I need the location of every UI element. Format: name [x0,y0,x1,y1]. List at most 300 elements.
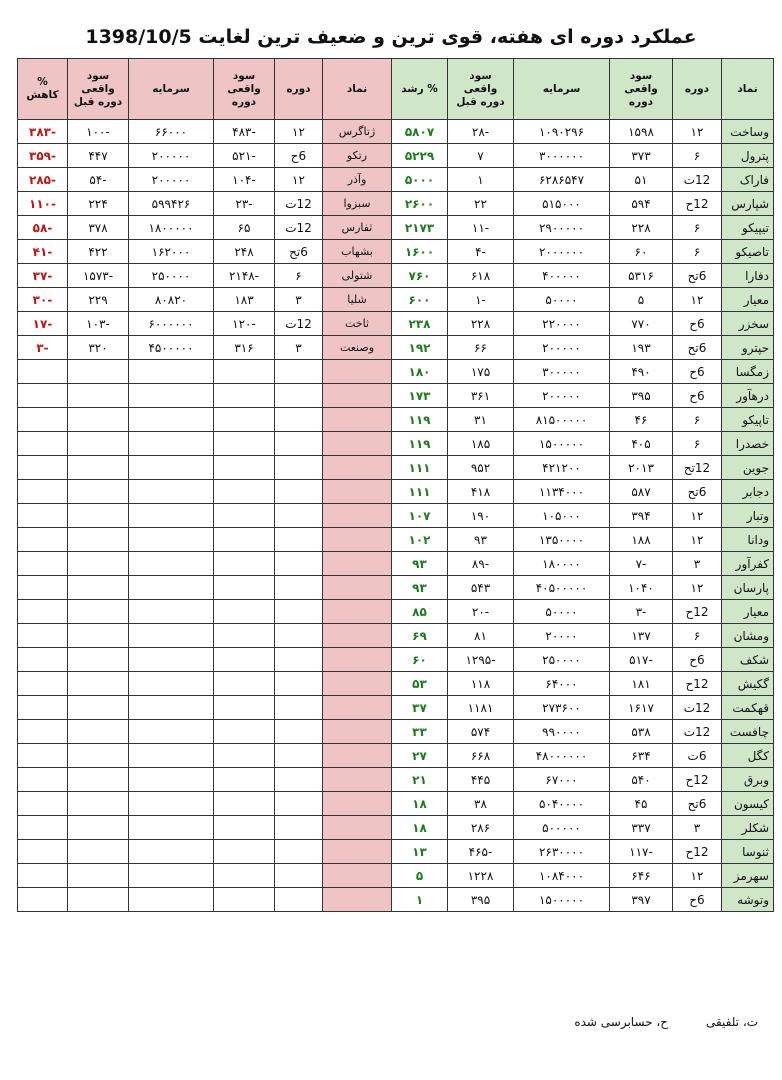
symbol-weak [323,768,392,792]
profit-strong: ۱۳۷ [610,624,673,648]
decline-pct [18,840,68,864]
capital-strong: ۲۷۳۶۰۰ [514,696,610,720]
capital-strong: ۴۲۱۲۰۰ [514,456,610,480]
prev-profit-strong: ۱۹۰ [448,504,514,528]
period-strong: 6تح [673,336,722,360]
period-strong: 12ت [673,696,722,720]
prev-profit-strong: ۱ [448,168,514,192]
decline-pct [18,720,68,744]
decline-pct [18,744,68,768]
profit-weak [214,672,275,696]
period-weak [275,456,323,480]
prev-profit-weak: -۱۰۳ [68,312,129,336]
period-strong: ۶ [673,432,722,456]
prev-profit-weak [68,888,129,912]
header-actual-profit-weak: سود واقعی دوره [214,59,275,120]
header-prev-profit: سود واقعی دوره قبل [448,59,514,120]
capital-weak [129,408,214,432]
period-strong: ۱۲ [673,576,722,600]
profit-strong: ۵۴۰ [610,768,673,792]
profit-strong: ۵۳۱۶ [610,264,673,288]
table-row [18,552,774,576]
period-weak [275,744,323,768]
table-row [18,432,774,456]
profit-strong: ۳۹۴ [610,504,673,528]
table-row [18,192,774,216]
period-weak [275,840,323,864]
table-row [18,312,774,336]
prev-profit-strong: ۵۷۴ [448,720,514,744]
table-row [18,288,774,312]
period-weak [275,864,323,888]
decline-pct: -۳ [18,336,68,360]
symbol-weak: شتولی [323,264,392,288]
capital-weak [129,624,214,648]
capital-weak [129,792,214,816]
profit-weak [214,432,275,456]
capital-weak [129,552,214,576]
performance-table [17,58,774,912]
profit-weak: -۲۱۴۸ [214,264,275,288]
capital-weak [129,816,214,840]
decline-pct [18,384,68,408]
symbol-weak: سبزوا [323,192,392,216]
header-capital-weak: سرمایه [129,59,214,120]
profit-strong: ۴۹۰ [610,360,673,384]
profit-weak: ۱۸۳ [214,288,275,312]
period-strong: 12ح [673,672,722,696]
capital-strong: ۲۲۰۰۰۰ [514,312,610,336]
growth-pct: ۱۳ [392,840,448,864]
capital-strong: ۲۹۰۰۰۰۰ [514,216,610,240]
symbol-strong: شکف [722,648,774,672]
period-weak [275,480,323,504]
symbol-strong: شکلر [722,816,774,840]
symbol-weak: ژتاگرس [323,120,392,144]
symbol-strong: دجابر [722,480,774,504]
capital-weak [129,432,214,456]
growth-pct: ۹۳ [392,576,448,600]
profit-strong: ۵۸۷ [610,480,673,504]
profit-weak [214,408,275,432]
prev-profit-weak [68,624,129,648]
profit-strong: ۴۰۵ [610,432,673,456]
symbol-strong: جوین [722,456,774,480]
period-strong: ۶ [673,624,722,648]
capital-strong: ۲۶۳۰۰۰۰ [514,840,610,864]
profit-weak: -۲۳ [214,192,275,216]
profit-weak: -۱۲۰ [214,312,275,336]
symbol-strong: معیار [722,600,774,624]
period-weak [275,576,323,600]
capital-weak [129,456,214,480]
growth-pct: ۲۶۰۰ [392,192,448,216]
prev-profit-strong: ۱۷۵ [448,360,514,384]
growth-pct: ۵ [392,864,448,888]
symbol-strong: سخزر [722,312,774,336]
decline-pct: -۱۷ [18,312,68,336]
table-row [18,336,774,360]
period-weak: ۶ [275,264,323,288]
capital-strong: ۲۰۰۰۰۰ [514,336,610,360]
prev-profit-weak [68,504,129,528]
symbol-weak: وآذر [323,168,392,192]
prev-profit-strong: ۹۵۲ [448,456,514,480]
period-strong: 12ح [673,768,722,792]
capital-weak [129,696,214,720]
prev-profit-weak [68,384,129,408]
decline-pct: -۱۱۰ [18,192,68,216]
profit-strong: ۶۰ [610,240,673,264]
header-prev-profit-weak: سود واقعی دوره قبل [68,59,129,120]
profit-weak [214,744,275,768]
profit-strong: -۵۱۷ [610,648,673,672]
symbol-weak [323,672,392,696]
period-weak [275,816,323,840]
capital-weak: ۶۶۰۰۰ [129,120,214,144]
capital-weak [129,720,214,744]
profit-weak: -۵۲۱ [214,144,275,168]
capital-strong: ۱۱۳۴۰۰۰ [514,480,610,504]
decline-pct [18,648,68,672]
capital-weak: ۴۵۰۰۰۰۰ [129,336,214,360]
prev-profit-strong: ۱۱۸ [448,672,514,696]
period-weak [275,624,323,648]
symbol-strong: وبرق [722,768,774,792]
decline-pct [18,888,68,912]
period-strong: ۱۲ [673,504,722,528]
profit-strong: ۱۸۱ [610,672,673,696]
period-strong: 6ت [673,744,722,768]
table-row [18,168,774,192]
profit-strong: ۳۹۵ [610,384,673,408]
symbol-strong: کیسون [722,792,774,816]
profit-weak: -۴۸۳ [214,120,275,144]
table-row [18,456,774,480]
capital-strong: ۹۹۰۰۰۰ [514,720,610,744]
period-weak [275,720,323,744]
period-strong: 12ح [673,192,722,216]
prev-profit-strong: ۶۶۸ [448,744,514,768]
period-weak [275,768,323,792]
symbol-weak [323,408,392,432]
period-weak [275,792,323,816]
prev-profit-strong: ۱۱۸۱ [448,696,514,720]
capital-strong: ۱۰۵۰۰۰ [514,504,610,528]
prev-profit-weak [68,768,129,792]
symbol-strong: تیپیکو [722,216,774,240]
prev-profit-strong: ۶۶ [448,336,514,360]
prev-profit-strong: -۱۲۹۵ [448,648,514,672]
symbol-weak [323,792,392,816]
capital-weak: ۲۰۰۰۰۰ [129,168,214,192]
prev-profit-weak: -۱۵۷۳ [68,264,129,288]
period-weak: 6تح [275,240,323,264]
decline-pct: -۴۱ [18,240,68,264]
growth-pct: ۳۷ [392,696,448,720]
capital-strong: ۲۵۰۰۰۰ [514,648,610,672]
growth-pct: ۲۱۷۳ [392,216,448,240]
capital-strong: ۵۰۰۰۰ [514,288,610,312]
profit-strong: ۵۳۸ [610,720,673,744]
period-strong: ۱۲ [673,288,722,312]
profit-weak: ۶۵ [214,216,275,240]
symbol-weak [323,528,392,552]
capital-strong: ۳۰۰۰۰۰۰ [514,144,610,168]
profit-weak [214,360,275,384]
decline-pct [18,672,68,696]
table-row [18,768,774,792]
period-strong: 12ح [673,600,722,624]
capital-strong: ۴۸۰۰۰۰۰۰ [514,744,610,768]
symbol-weak [323,480,392,504]
prev-profit-weak: ۴۴۷ [68,144,129,168]
growth-pct: ۱۱۹ [392,408,448,432]
profit-weak [214,600,275,624]
table-row [18,384,774,408]
profit-strong: ۳۷۳ [610,144,673,168]
symbol-strong: دفارا [722,264,774,288]
symbol-weak [323,360,392,384]
header-symbol: نماد [722,59,774,120]
table-row [18,696,774,720]
capital-weak [129,648,214,672]
period-strong: 12تح [673,456,722,480]
period-weak: 6ح [275,144,323,168]
prev-profit-strong: ۴۴۵ [448,768,514,792]
capital-weak: ۵۹۹۴۲۶ [129,192,214,216]
table-row [18,840,774,864]
prev-profit-weak [68,672,129,696]
profit-strong: ۳۹۷ [610,888,673,912]
symbol-weak [323,840,392,864]
capital-strong: ۱۰۸۴۰۰۰ [514,864,610,888]
prev-profit-weak [68,408,129,432]
prev-profit-weak [68,648,129,672]
header-period-weak: دوره [275,59,323,120]
header-decline-pct: % کاهش [18,59,68,120]
table-row [18,744,774,768]
prev-profit-strong: ۸۱ [448,624,514,648]
decline-pct: -۵۸ [18,216,68,240]
symbol-strong: کگل [722,744,774,768]
decline-pct [18,456,68,480]
page-title: عملکرد دوره ای هفته، قوی ترین و ضعیف ترین لغایت 1398/10/5 [85,26,697,48]
prev-profit-weak: ۲۲۴ [68,192,129,216]
symbol-weak: وصنعت [323,336,392,360]
growth-pct: ۱۸ [392,792,448,816]
profit-weak [214,576,275,600]
profit-strong: ۳۳۷ [610,816,673,840]
profit-strong: -۷ [610,552,673,576]
prev-profit-weak: ۴۲۲ [68,240,129,264]
growth-pct: ۵۰۰۰ [392,168,448,192]
profit-weak [214,456,275,480]
symbol-weak [323,720,392,744]
symbol-strong: سهرمز [722,864,774,888]
table-row [18,408,774,432]
period-weak: 12ت [275,216,323,240]
profit-strong: ۱۶۱۷ [610,696,673,720]
decline-pct: -۲۸۵ [18,168,68,192]
capital-strong: ۲۰۰۰۰ [514,624,610,648]
legend-consolidated: ت، تلفیقی [705,1015,758,1029]
growth-pct: ۶۰۰ [392,288,448,312]
table-row [18,144,774,168]
symbol-strong: ومشان [722,624,774,648]
capital-weak [129,480,214,504]
profit-strong: ۲۰۱۳ [610,456,673,480]
header-capital: سرمایه [514,59,610,120]
period-weak [275,360,323,384]
symbol-weak [323,384,392,408]
growth-pct: ۵۲۲۹ [392,144,448,168]
table-row [18,504,774,528]
symbol-weak [323,552,392,576]
capital-strong: ۵۰۰۰۰۰ [514,816,610,840]
capital-strong: ۵۱۵۰۰۰ [514,192,610,216]
capital-strong: ۱۰۹۰۲۹۶ [514,120,610,144]
growth-pct: ۱۶۰۰ [392,240,448,264]
decline-pct [18,600,68,624]
period-strong: 6ح [673,312,722,336]
capital-weak [129,528,214,552]
symbol-weak [323,648,392,672]
capital-weak [129,864,214,888]
period-weak [275,432,323,456]
growth-pct: ۱۰۲ [392,528,448,552]
profit-strong: -۳ [610,600,673,624]
capital-weak: ۱۸۰۰۰۰۰ [129,216,214,240]
capital-strong: ۴۰۵۰۰۰۰۰ [514,576,610,600]
table-row [18,624,774,648]
symbol-weak [323,600,392,624]
period-strong: 12ح [673,840,722,864]
capital-strong: ۳۰۰۰۰۰ [514,360,610,384]
symbol-strong: کفرآور [722,552,774,576]
decline-pct [18,552,68,576]
prev-profit-strong: ۴۱۸ [448,480,514,504]
period-strong: 6ح [673,648,722,672]
prev-profit-weak [68,792,129,816]
profit-strong: ۴۵ [610,792,673,816]
period-weak [275,408,323,432]
period-weak: 12ت [275,192,323,216]
decline-pct [18,792,68,816]
prev-profit-weak [68,744,129,768]
decline-pct: -۳۷ [18,264,68,288]
symbol-strong: تاپیکو [722,408,774,432]
growth-pct: ۲۱ [392,768,448,792]
profit-strong: ۱۵۹۸ [610,120,673,144]
decline-pct: -۳۰ [18,288,68,312]
profit-weak [214,624,275,648]
decline-pct: -۳۵۹ [18,144,68,168]
growth-pct: ۶۰ [392,648,448,672]
period-strong: 6تح [673,480,722,504]
symbol-strong: پارسان [722,576,774,600]
prev-profit-weak [68,576,129,600]
period-strong: ۱۲ [673,864,722,888]
symbol-strong: زمگسا [722,360,774,384]
prev-profit-strong: ۳۹۵ [448,888,514,912]
period-strong: 6ح [673,888,722,912]
capital-weak: ۲۵۰۰۰۰ [129,264,214,288]
prev-profit-strong: ۱۲۲۸ [448,864,514,888]
profit-strong: ۵ [610,288,673,312]
table-header-row [18,59,774,120]
symbol-strong: گکیش [722,672,774,696]
prev-profit-strong: ۲۸۶ [448,816,514,840]
profit-weak [214,528,275,552]
profit-weak [214,888,275,912]
prev-profit-strong: ۲۲ [448,192,514,216]
period-strong: ۱۲ [673,120,722,144]
decline-pct [18,408,68,432]
table-row [18,240,774,264]
capital-weak [129,768,214,792]
symbol-strong: وساخت [722,120,774,144]
capital-weak [129,360,214,384]
profit-strong: ۱۰۴۰ [610,576,673,600]
table-row [18,360,774,384]
capital-strong: ۱۳۵۰۰۰۰ [514,528,610,552]
profit-strong: ۴۶ [610,408,673,432]
symbol-weak [323,456,392,480]
symbol-weak [323,576,392,600]
capital-strong: ۵۰۰۰۰ [514,600,610,624]
table-row [18,600,774,624]
symbol-weak: رتکو [323,144,392,168]
performance-table-wrapper [17,58,769,912]
period-strong: ۶ [673,408,722,432]
decline-pct [18,504,68,528]
prev-profit-strong: -۸۹ [448,552,514,576]
capital-weak [129,600,214,624]
table-row [18,816,774,840]
table-row [18,792,774,816]
table-row [18,528,774,552]
table-row [18,720,774,744]
growth-pct: ۵۳ [392,672,448,696]
growth-pct: ۳۳ [392,720,448,744]
profit-weak [214,504,275,528]
symbol-weak [323,864,392,888]
capital-weak [129,672,214,696]
growth-pct: ۱۱۹ [392,432,448,456]
capital-weak: ۲۰۰۰۰۰ [129,144,214,168]
period-weak [275,888,323,912]
table-row [18,576,774,600]
period-weak [275,672,323,696]
prev-profit-strong: -۱ [448,288,514,312]
symbol-weak [323,504,392,528]
table-row [18,648,774,672]
header-symbol-weak: نماد [323,59,392,120]
capital-weak: ۸۰۸۲۰ [129,288,214,312]
prev-profit-weak [68,432,129,456]
period-weak [275,648,323,672]
table-row [18,264,774,288]
profit-strong: ۶۴۶ [610,864,673,888]
period-weak [275,600,323,624]
period-strong: ۶ [673,144,722,168]
decline-pct: -۳۸۳ [18,120,68,144]
profit-weak [214,480,275,504]
profit-weak [214,384,275,408]
growth-pct: ۱۱۱ [392,456,448,480]
symbol-strong: وتبار [722,504,774,528]
